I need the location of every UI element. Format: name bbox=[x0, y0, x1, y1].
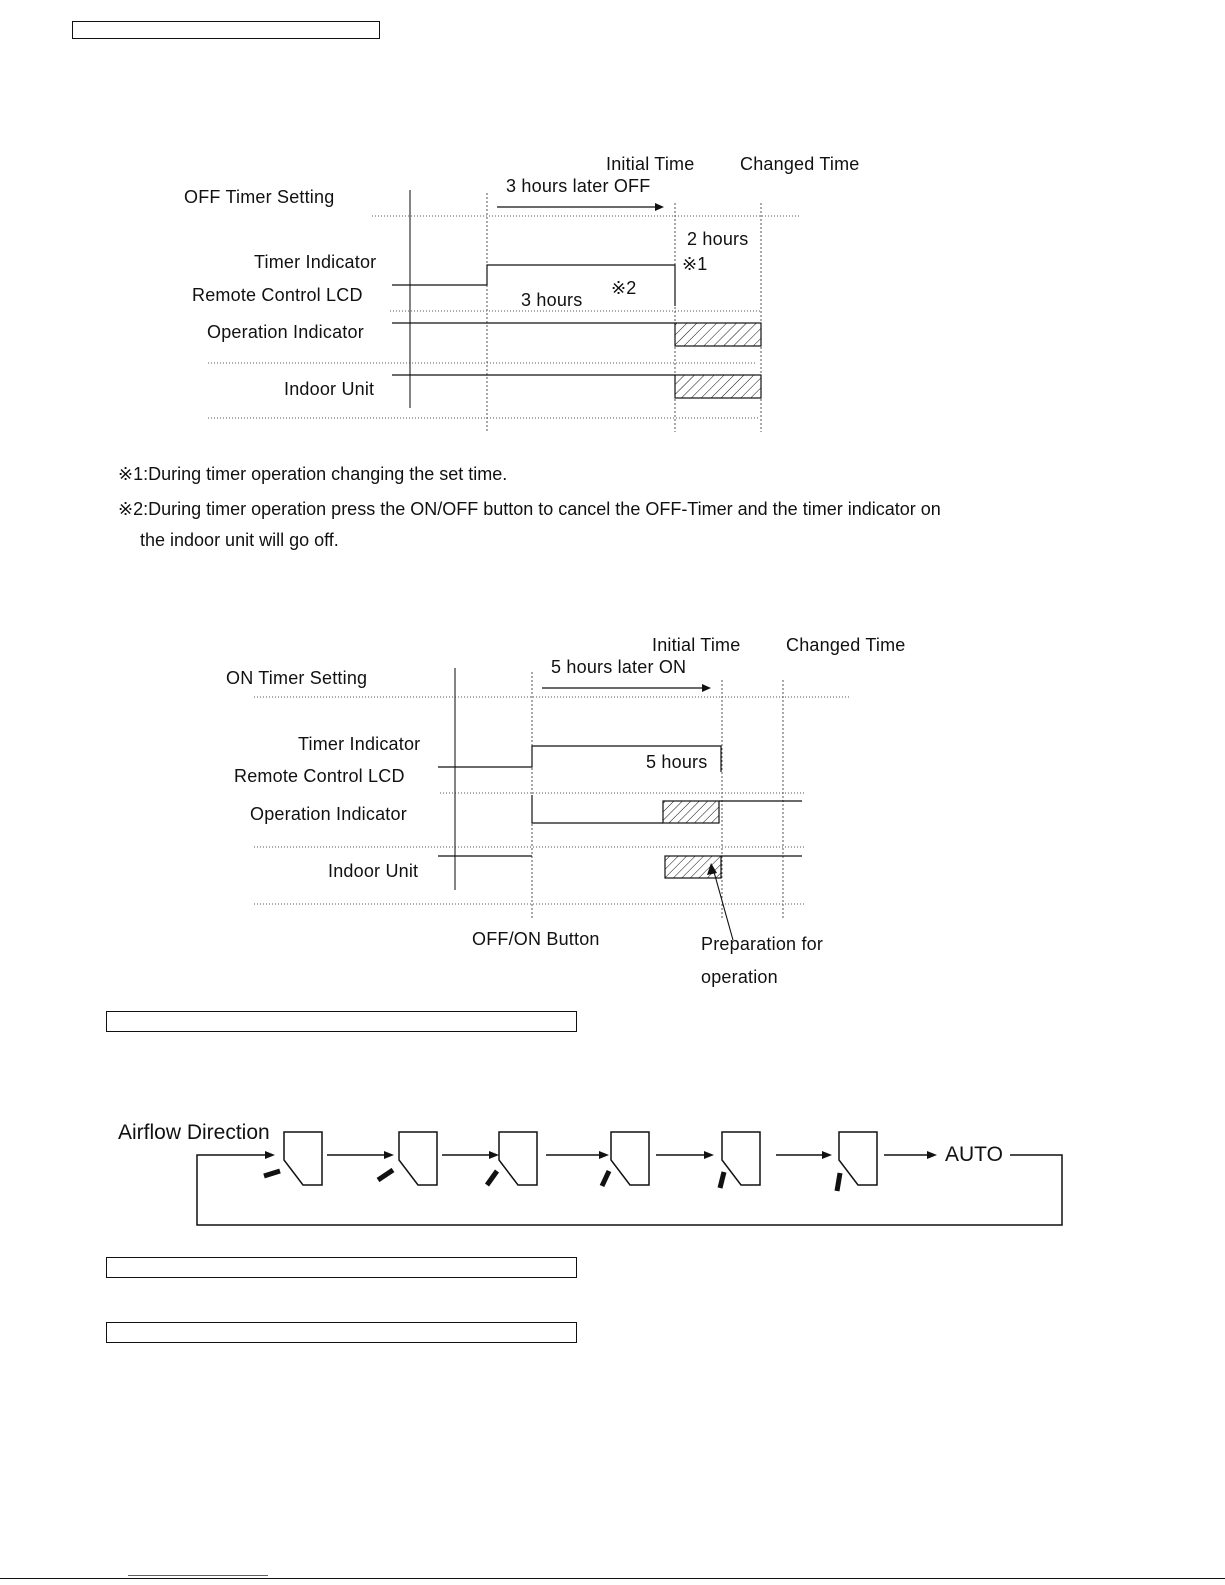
off-operation-indicator: Operation Indicator bbox=[207, 322, 364, 342]
louver-unit-1 bbox=[264, 1132, 322, 1185]
arrowhead-5-6 bbox=[822, 1151, 832, 1159]
on-operation-signal bbox=[532, 795, 663, 823]
page-bottom-link-rule bbox=[128, 1575, 268, 1576]
on-timer-indicator: Timer Indicator bbox=[298, 734, 421, 754]
off-timer-indicator: Timer Indicator bbox=[254, 252, 377, 272]
prep-line-1: Preparation for bbox=[701, 934, 824, 954]
off-remote-lcd: Remote Control LCD bbox=[192, 285, 363, 305]
arrowhead-2-3 bbox=[489, 1151, 499, 1159]
off-three-hours: 3 hours bbox=[521, 290, 583, 310]
loop-arrowhead bbox=[265, 1151, 275, 1159]
on-operation-indicator: Operation Indicator bbox=[250, 804, 407, 824]
section-box-2 bbox=[106, 1257, 577, 1278]
off-operation-hatch bbox=[675, 323, 761, 346]
off-two-hours: 2 hours bbox=[687, 229, 749, 249]
arrowhead-3-4 bbox=[599, 1151, 609, 1159]
arrowhead-6-auto bbox=[927, 1151, 937, 1159]
arrowhead-4-5 bbox=[704, 1151, 714, 1159]
off-mark1: ※1 bbox=[682, 254, 708, 274]
on-initial-time: Initial Time bbox=[652, 635, 741, 655]
note-1: ※1:During timer operation changing the set time. bbox=[118, 464, 508, 484]
on-indoor-unit: Indoor Unit bbox=[328, 861, 419, 881]
auto-label: AUTO bbox=[945, 1143, 1003, 1166]
note-2-line-1: ※2:During timer operation press the ON/OFF button to cancel the OFF-Timer and the timer indicator on bbox=[118, 499, 941, 519]
prep-pointer bbox=[714, 872, 733, 940]
airflow-label: Airflow Direction bbox=[118, 1121, 270, 1144]
off-timer-setting: OFF Timer Setting bbox=[184, 187, 335, 207]
off-arrowhead bbox=[655, 203, 664, 211]
off-changed-time: Changed Time bbox=[740, 154, 860, 174]
louver-unit-6 bbox=[837, 1132, 877, 1191]
off-mark2: ※2 bbox=[611, 278, 637, 298]
off-later-label: 3 hours later OFF bbox=[506, 176, 651, 196]
louver-unit-5 bbox=[720, 1132, 760, 1188]
off-indoor-hatch bbox=[675, 375, 761, 398]
on-remote-lcd: Remote Control LCD bbox=[234, 766, 405, 786]
on-five-hours: 5 hours bbox=[646, 752, 708, 772]
on-later-label: 5 hours later ON bbox=[551, 657, 687, 677]
on-operation-hatch bbox=[663, 801, 719, 823]
note-2-line-2: the indoor unit will go off. bbox=[140, 530, 339, 550]
on-timer-setting: ON Timer Setting bbox=[226, 668, 368, 688]
off-timer-diagram bbox=[0, 0, 1225, 440]
off-indoor-unit: Indoor Unit bbox=[284, 379, 375, 399]
on-arrowhead bbox=[702, 684, 711, 692]
on-off-on-button: OFF/ON Button bbox=[472, 929, 600, 949]
off-initial-time: Initial Time bbox=[606, 154, 695, 174]
airflow-diagram bbox=[0, 1110, 1225, 1230]
on-changed-time: Changed Time bbox=[786, 635, 906, 655]
prep-line-2: operation bbox=[701, 967, 778, 987]
section-box-3 bbox=[106, 1322, 577, 1343]
page-bottom-rule bbox=[0, 1578, 1225, 1579]
on-timer-diagram bbox=[0, 657, 1225, 960]
louver-unit-4 bbox=[602, 1132, 649, 1186]
section-box-1 bbox=[106, 1011, 577, 1032]
arrowhead-1-2 bbox=[384, 1151, 394, 1159]
louver-unit-2 bbox=[378, 1132, 437, 1185]
louver-unit-3 bbox=[487, 1132, 537, 1185]
